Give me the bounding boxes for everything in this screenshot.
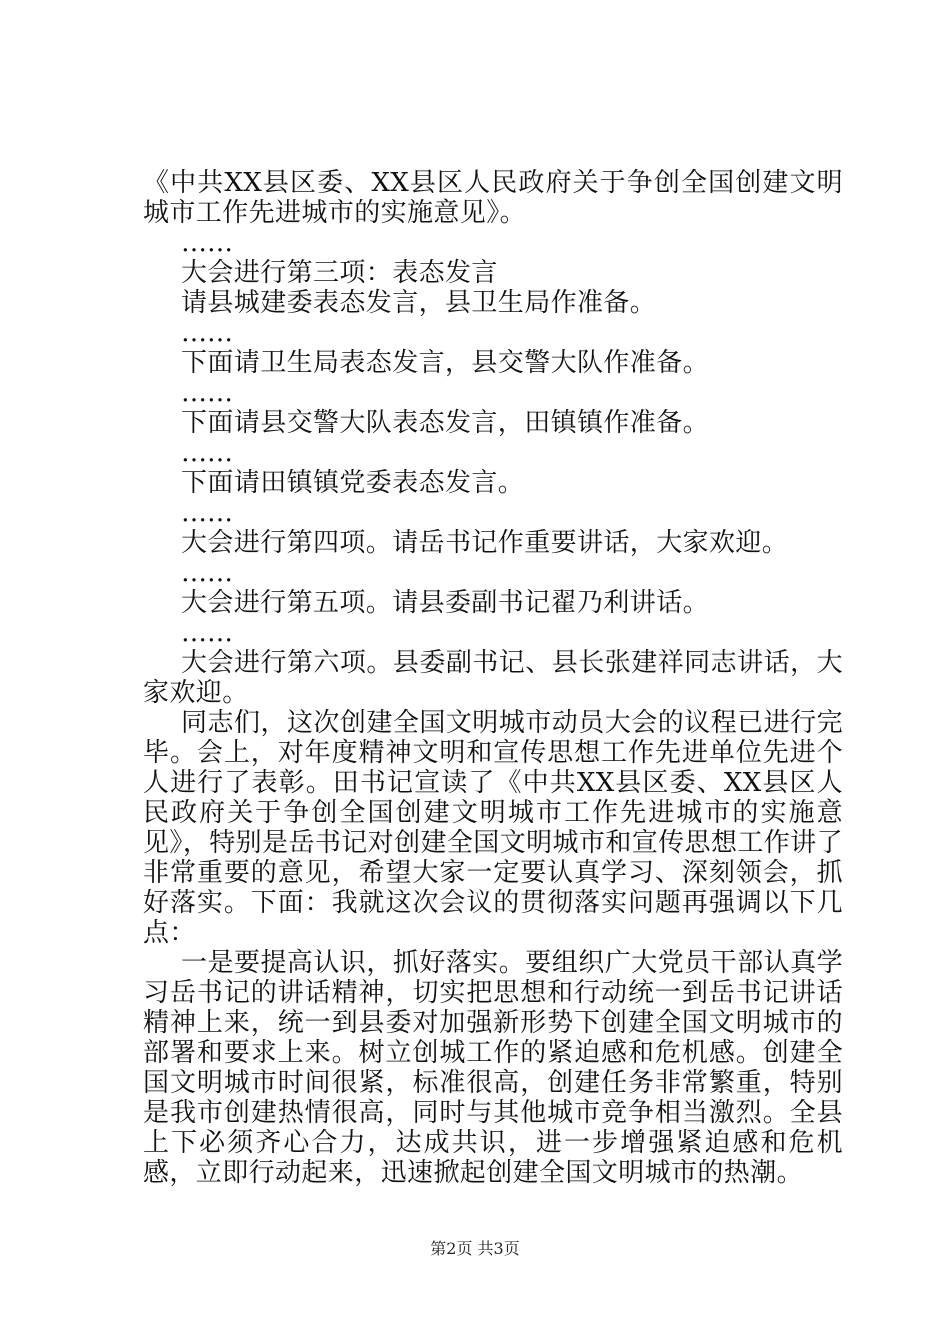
point-one-paragraph: 一是要提高认识，抓好落实。要组织广大党员干部认真学习岳书记的讲话精神，切实把思想和行动统一到岳书记讲话精神上来，统一到县委对加强新形势下创建全国文明城市的部署和要求上来。树立创城工作的紧迫感和危机感。创建全国文明城市时间很紧，标准很高，创建任务非常繁重，特别是我市创建热情很高，同时与其他城市竞争相当激烈。全县上下必须齐心合力，达成共识，进一步增强紧迫感和危机感，立即行动起来，迅速掀起创建全国文明城市的热潮。	[143, 948, 843, 1188]
ellipsis: ……	[181, 228, 233, 258]
page-footer: 第2页 共3页	[430, 1239, 520, 1258]
document-body	[143, 168, 843, 1188]
speech-2: 下面请卫生局表态发言，县交警大队作准备。	[181, 348, 710, 378]
ellipsis: ……	[181, 498, 233, 528]
speech-4: 下面请田镇镇党委表态发言。	[181, 468, 525, 498]
ellipsis: ……	[181, 618, 233, 648]
item5: 大会进行第五项。请县委副书记翟乃利讲话。	[181, 588, 710, 618]
opening-line: 《中共XX县区委、XX县区人民政府关于争创全国创建文明城市工作先进城市的实施意见》。	[143, 168, 843, 228]
item6: 大会进行第六项。县委副书记、县长张建祥同志讲话，大家欢迎。	[143, 648, 843, 708]
summary-paragraph: 同志们，这次创建全国文明城市动员大会的议程已进行完毕。会上，对年度精神文明和宣传思想工作先进单位先进个人进行了表彰。田书记宣读了《中共XX县区委、XX县区人民政府关于争创全国创建文明城市工作先进城市的实施意见》，特别是岳书记对创建全国文明城市和宣传思想工作讲了非常重要的意见，希望大家一定要认真学习、深刻领会，抓好落实。下面：我就这次会议的贯彻落实问题再强调以下几点：	[143, 708, 843, 948]
speech-3: 下面请县交警大队表态发言，田镇镇作准备。	[181, 408, 710, 438]
item3-heading: 大会进行第三项：表态发言	[181, 258, 498, 288]
speech-1: 请县城建委表态发言，县卫生局作准备。	[181, 288, 657, 318]
ellipsis: ……	[181, 378, 233, 408]
ellipsis: ……	[181, 558, 233, 588]
ellipsis: ……	[181, 438, 233, 468]
ellipsis: ……	[181, 318, 233, 348]
item4: 大会进行第四项。请岳书记作重要讲话，大家欢迎。	[181, 528, 789, 558]
